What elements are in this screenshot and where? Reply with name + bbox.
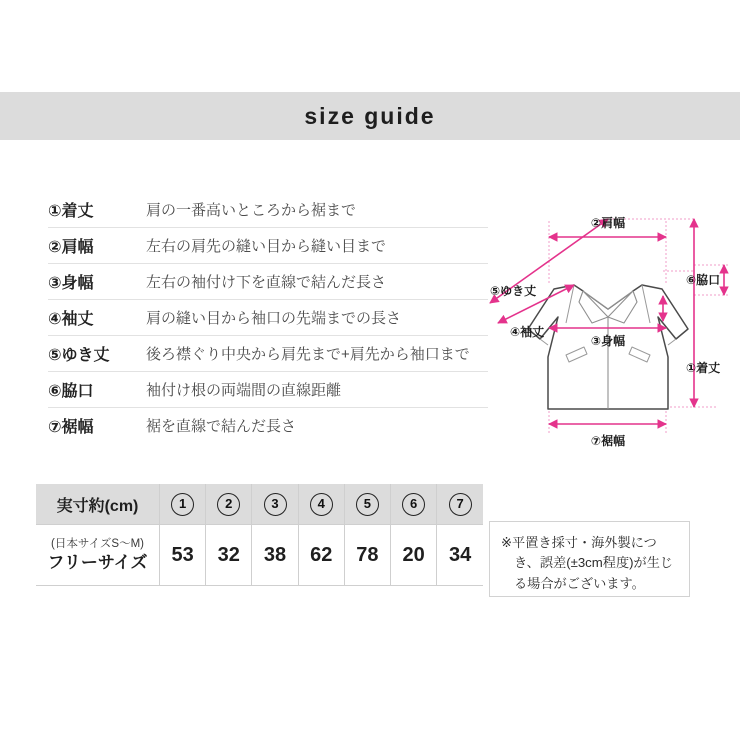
circle-number-icon: 6 bbox=[402, 493, 425, 516]
table-cell-value-4: 62 bbox=[298, 525, 344, 586]
measurement-description: 後ろ襟ぐり中央から肩先まで+肩先から袖口まで bbox=[146, 346, 470, 363]
list-item bbox=[48, 336, 488, 372]
circle-number-icon: 1 bbox=[171, 493, 194, 516]
measurement-key: ①着丈 bbox=[48, 203, 94, 220]
diagram-label-armhole: ⑥脇口 bbox=[686, 273, 721, 287]
list-item bbox=[48, 228, 488, 264]
table-cell-value-6: 20 bbox=[391, 525, 437, 586]
table-cell-value-7: 34 bbox=[437, 525, 483, 586]
measurement-note-box bbox=[489, 521, 690, 597]
table-row bbox=[36, 525, 483, 586]
list-item bbox=[48, 264, 488, 300]
size-label-main: フリーサイズ bbox=[47, 553, 148, 573]
garment-measurement-diagram bbox=[488, 205, 732, 455]
page-title: size guide bbox=[304, 102, 436, 129]
list-item bbox=[48, 372, 488, 408]
diagram-label-sleeve-length: ④袖丈 bbox=[510, 325, 545, 339]
table-row-size-label bbox=[36, 525, 160, 586]
measurement-note-text: ※平置き採寸・海外製につき、誤差(±3cm程度)が生じる場合がございます。 bbox=[501, 535, 674, 591]
table-cell-value-1: 53 bbox=[160, 525, 206, 586]
diagram-label-body-width: ③身幅 bbox=[590, 334, 626, 348]
measurement-description: 左右の袖付け下を直線で結んだ長さ bbox=[146, 274, 387, 291]
measurement-description: 袖付け根の両端間の直線距離 bbox=[146, 382, 342, 399]
measurement-description: 肩の縫い目から袖口の先端までの長さ bbox=[146, 310, 402, 327]
measurement-description: 左右の肩先の縫い目から縫い目まで bbox=[146, 238, 387, 255]
size-guide-header-band bbox=[0, 92, 740, 140]
measurement-definition-list bbox=[48, 192, 488, 443]
diagram-label-sleeve-total: ⑤ゆき丈 bbox=[490, 284, 537, 298]
table-header-col-3 bbox=[252, 484, 298, 525]
measurement-description: 裾を直線で結んだ長さ bbox=[146, 418, 297, 435]
size-label-sub: (日本サイズS〜M) bbox=[51, 537, 144, 550]
measurement-description: 肩の一番高いところから裾まで bbox=[146, 202, 357, 219]
table-header-col-5 bbox=[344, 484, 390, 525]
diagram-label-shoulder-width: ②肩幅 bbox=[590, 216, 626, 230]
size-measurement-table bbox=[36, 484, 483, 586]
table-header-col-7 bbox=[437, 484, 483, 525]
table-cell-value-2: 32 bbox=[206, 525, 252, 586]
table-cell-value-3: 38 bbox=[252, 525, 298, 586]
table-header-col-4 bbox=[298, 484, 344, 525]
measurement-key: ②肩幅 bbox=[48, 239, 94, 256]
table-header-col-2 bbox=[206, 484, 252, 525]
diagram-label-garment-length: ①着丈 bbox=[686, 361, 721, 375]
circle-number-icon: 3 bbox=[264, 493, 287, 516]
table-cell-value-5: 78 bbox=[344, 525, 390, 586]
list-item bbox=[48, 300, 488, 336]
circle-number-icon: 5 bbox=[356, 493, 379, 516]
measurement-key: ③身幅 bbox=[48, 275, 94, 292]
measurement-key: ⑦裾幅 bbox=[48, 419, 94, 436]
table-header-unit-label: 実寸約(cm) bbox=[36, 484, 160, 525]
table-header-col-6 bbox=[391, 484, 437, 525]
table-header-row bbox=[36, 484, 483, 525]
diagram-label-hem-width: ⑦裾幅 bbox=[590, 434, 626, 448]
list-item bbox=[48, 192, 488, 228]
table-header-col-1 bbox=[160, 484, 206, 525]
circle-number-icon: 2 bbox=[217, 493, 240, 516]
list-item bbox=[48, 408, 488, 443]
circle-number-icon: 7 bbox=[449, 493, 472, 516]
measurement-key: ⑤ゆき丈 bbox=[48, 347, 110, 364]
measurement-key: ⑥脇口 bbox=[48, 383, 94, 400]
circle-number-icon: 4 bbox=[310, 493, 333, 516]
measurement-key: ④袖丈 bbox=[48, 311, 94, 328]
